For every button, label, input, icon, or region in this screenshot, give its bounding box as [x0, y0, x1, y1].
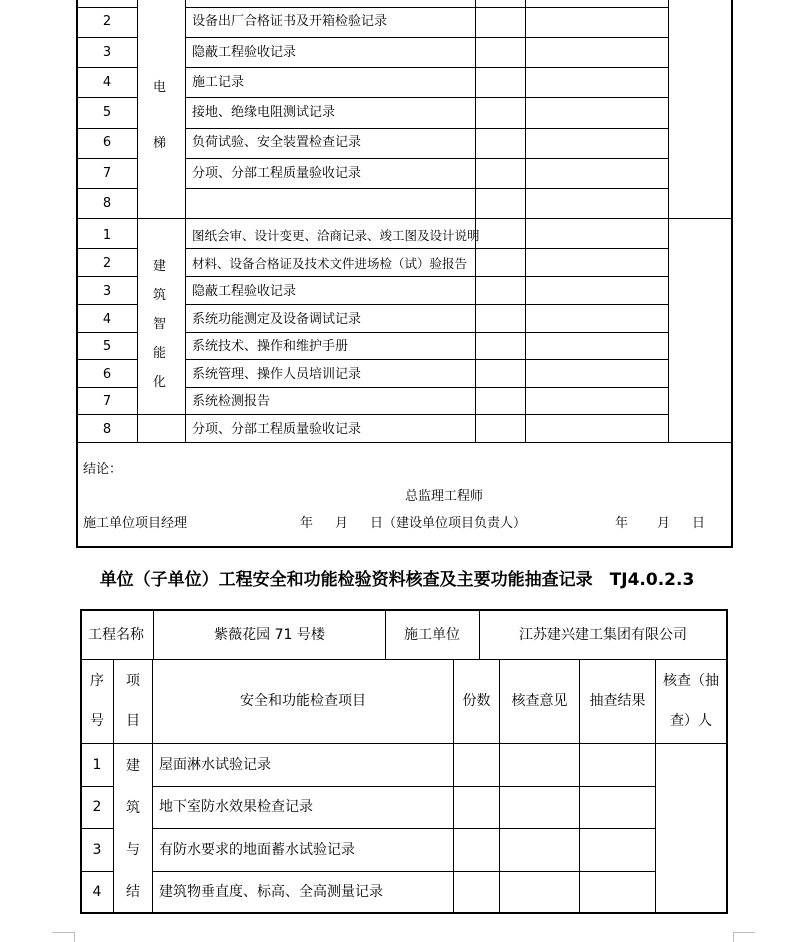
row-number: 4	[92, 884, 102, 900]
row-item: 设备出厂合格证书及开箱检验记录	[192, 14, 388, 29]
project-manager-label: 施工单位项目经理	[83, 516, 188, 531]
row-number: 6	[102, 367, 112, 382]
date-year-label: 年	[615, 516, 629, 531]
group-label-char: 结	[126, 884, 140, 900]
project-name-value: 紫薇花园 71 号楼	[214, 627, 325, 643]
row-number: 8	[102, 196, 112, 211]
row-number: 4	[102, 312, 112, 327]
date-day-owner-label: 日（建设单位项目负责人）	[370, 516, 527, 531]
header-checker: 查）人	[670, 713, 712, 729]
header-result: 抽查结果	[589, 693, 646, 709]
row-item: 施工记录	[192, 75, 245, 90]
header-number: 序	[90, 673, 104, 689]
table1-right-border	[731, 0, 733, 547]
row-item: 图纸会审、设计变更、洽商记录、竣工图及设计说明	[192, 228, 480, 243]
group-label-char: 与	[126, 842, 140, 858]
row-item: 分项、分部工程质量验收记录	[192, 166, 362, 181]
date-month-label: 月	[335, 516, 349, 531]
date-month-label: 月	[657, 516, 671, 531]
page-corner-mark	[733, 932, 734, 942]
header-checker: 核查（抽	[663, 673, 719, 689]
row-number: 7	[102, 166, 112, 181]
row-number: 5	[102, 339, 112, 354]
conclusion-label: 结论：	[83, 462, 123, 477]
row-number: 2	[102, 256, 112, 271]
header-check-item: 安全和功能检查项目	[240, 693, 366, 709]
row-item: 系统功能测定及设备调试记录	[192, 312, 362, 327]
row-number: 4	[102, 75, 112, 90]
chief-engineer-label: 总监理工程师	[405, 489, 484, 504]
row-item: 地下室防水效果检查记录	[159, 799, 313, 815]
contractor-value: 江苏建兴建工集团有限公司	[519, 627, 687, 643]
row-item: 负荷试验、安全装置检查记录	[192, 135, 362, 150]
header-category: 项	[126, 673, 140, 689]
row-item: 系统管理、操作人员培训记录	[192, 367, 362, 382]
row-number: 3	[92, 842, 102, 858]
row-item: 系统技术、操作和维护手册	[192, 339, 349, 354]
table1-col-divider	[137, 0, 138, 442]
row-item: 隐蔽工程验收记录	[192, 45, 297, 60]
row-number: 6	[102, 135, 112, 150]
project-name-label: 工程名称	[88, 627, 144, 643]
group-label-char: 建	[126, 758, 140, 774]
contractor-label: 施工单位	[404, 627, 460, 643]
header-copies: 份数	[462, 693, 491, 709]
row-number: 8	[102, 422, 112, 437]
row-number: 3	[102, 45, 112, 60]
row-number: 2	[102, 14, 112, 29]
row-item: 有防水要求的地面蓄水试验记录	[159, 842, 355, 858]
row-number: 2	[92, 799, 102, 815]
page-corner-mark	[733, 932, 755, 933]
row-item: 系统检测报告	[192, 394, 271, 409]
group-label-char: 筑	[126, 800, 140, 816]
row-number: 1	[102, 228, 112, 243]
row-number: 7	[102, 394, 112, 409]
group-label-elevator: 电梯	[153, 80, 167, 151]
table1-col-divider	[668, 0, 669, 442]
row-item: 隐蔽工程验收记录	[192, 284, 297, 299]
form-title: 单位（子单位）工程安全和功能检验资料核查及主要功能抽查记录 TJ4.0.2.3	[99, 570, 695, 590]
row-item: 材料、设备合格证及技术文件进场检（试）验报告	[192, 256, 468, 271]
header-number: 号	[90, 713, 104, 729]
page-corner-mark	[74, 932, 75, 942]
row-item: 分项、分部工程质量验收记录	[192, 422, 362, 437]
group-label-smart-building: 建筑智能化	[153, 259, 167, 390]
row-item: 接地、绝缘电阻测试记录	[192, 105, 336, 120]
row-number: 1	[92, 757, 102, 773]
row-item: 屋面淋水试验记录	[159, 757, 271, 773]
date-year-label: 年	[300, 516, 314, 531]
row-number: 3	[102, 284, 112, 299]
date-day-label: 日	[692, 516, 706, 531]
row-number: 5	[102, 105, 112, 120]
header-opinion: 核查意见	[511, 693, 568, 709]
row-item: 建筑物垂直度、标高、全高测量记录	[159, 884, 383, 900]
header-category: 目	[126, 713, 140, 729]
page-corner-mark	[52, 932, 74, 933]
